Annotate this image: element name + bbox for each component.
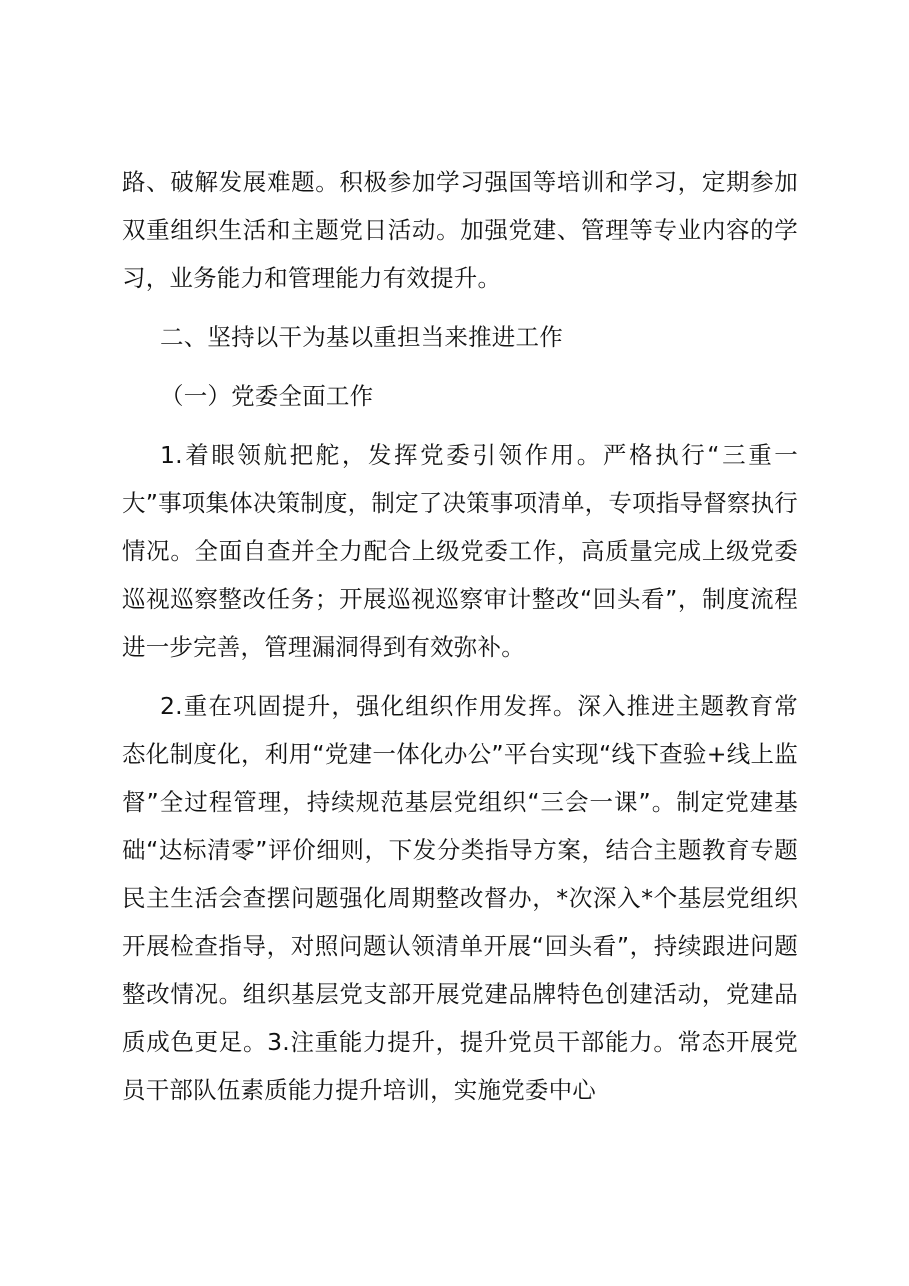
section-heading: 二、坚持以干为基以重担当来推进工作 <box>160 323 563 351</box>
paragraph-item-2: 2.重在巩固提升，强化组织作用发挥。深入推进主题教育常态化制度化，利用“党建一体化办公”平台实现“线下查验+线上监督”全过程管理，持续规范基层党组织“三会一课”。制定党建基础“达标清零”评价细则，下发分类指导方案，结合主题教育专题民主生活会查摆问题强化周期整改督办，*次深入*个基层党组织开展检查指导，对照问题认领清单开展“回头看”，持续跟进问题整改情况。组织基层党支部开展党建品牌特色创建活动，党建品质成色更足。3.注重能力提升，提升党员干部能力。常态开展党员干部队伍素质能力提升培训，实施党委中心 <box>122 692 798 1104</box>
paragraph-item-1: 1.着眼领航把舵，发挥党委引领作用。严格执行“三重一大”事项集体决策制度，制定了决策事项清单，专项指导督察执行情况。全面自查并全力配合上级党委工作，高质量完成上级党委巡视巡察整改任务；开展巡视巡察审计整改“回头看”，制度流程进一步完善，管理漏洞得到有效弥补。 <box>122 441 798 661</box>
subsection-heading: （一）党委全面工作 <box>160 382 374 410</box>
document-body <box>122 158 798 1114</box>
paragraph-continued: 路、破解发展难题。积极参加学习强国等培训和学习，定期参加双重组织生活和主题党日活动。加强党建、管理等专业内容的学习，业务能力和管理能力有效提升。 <box>122 168 798 292</box>
